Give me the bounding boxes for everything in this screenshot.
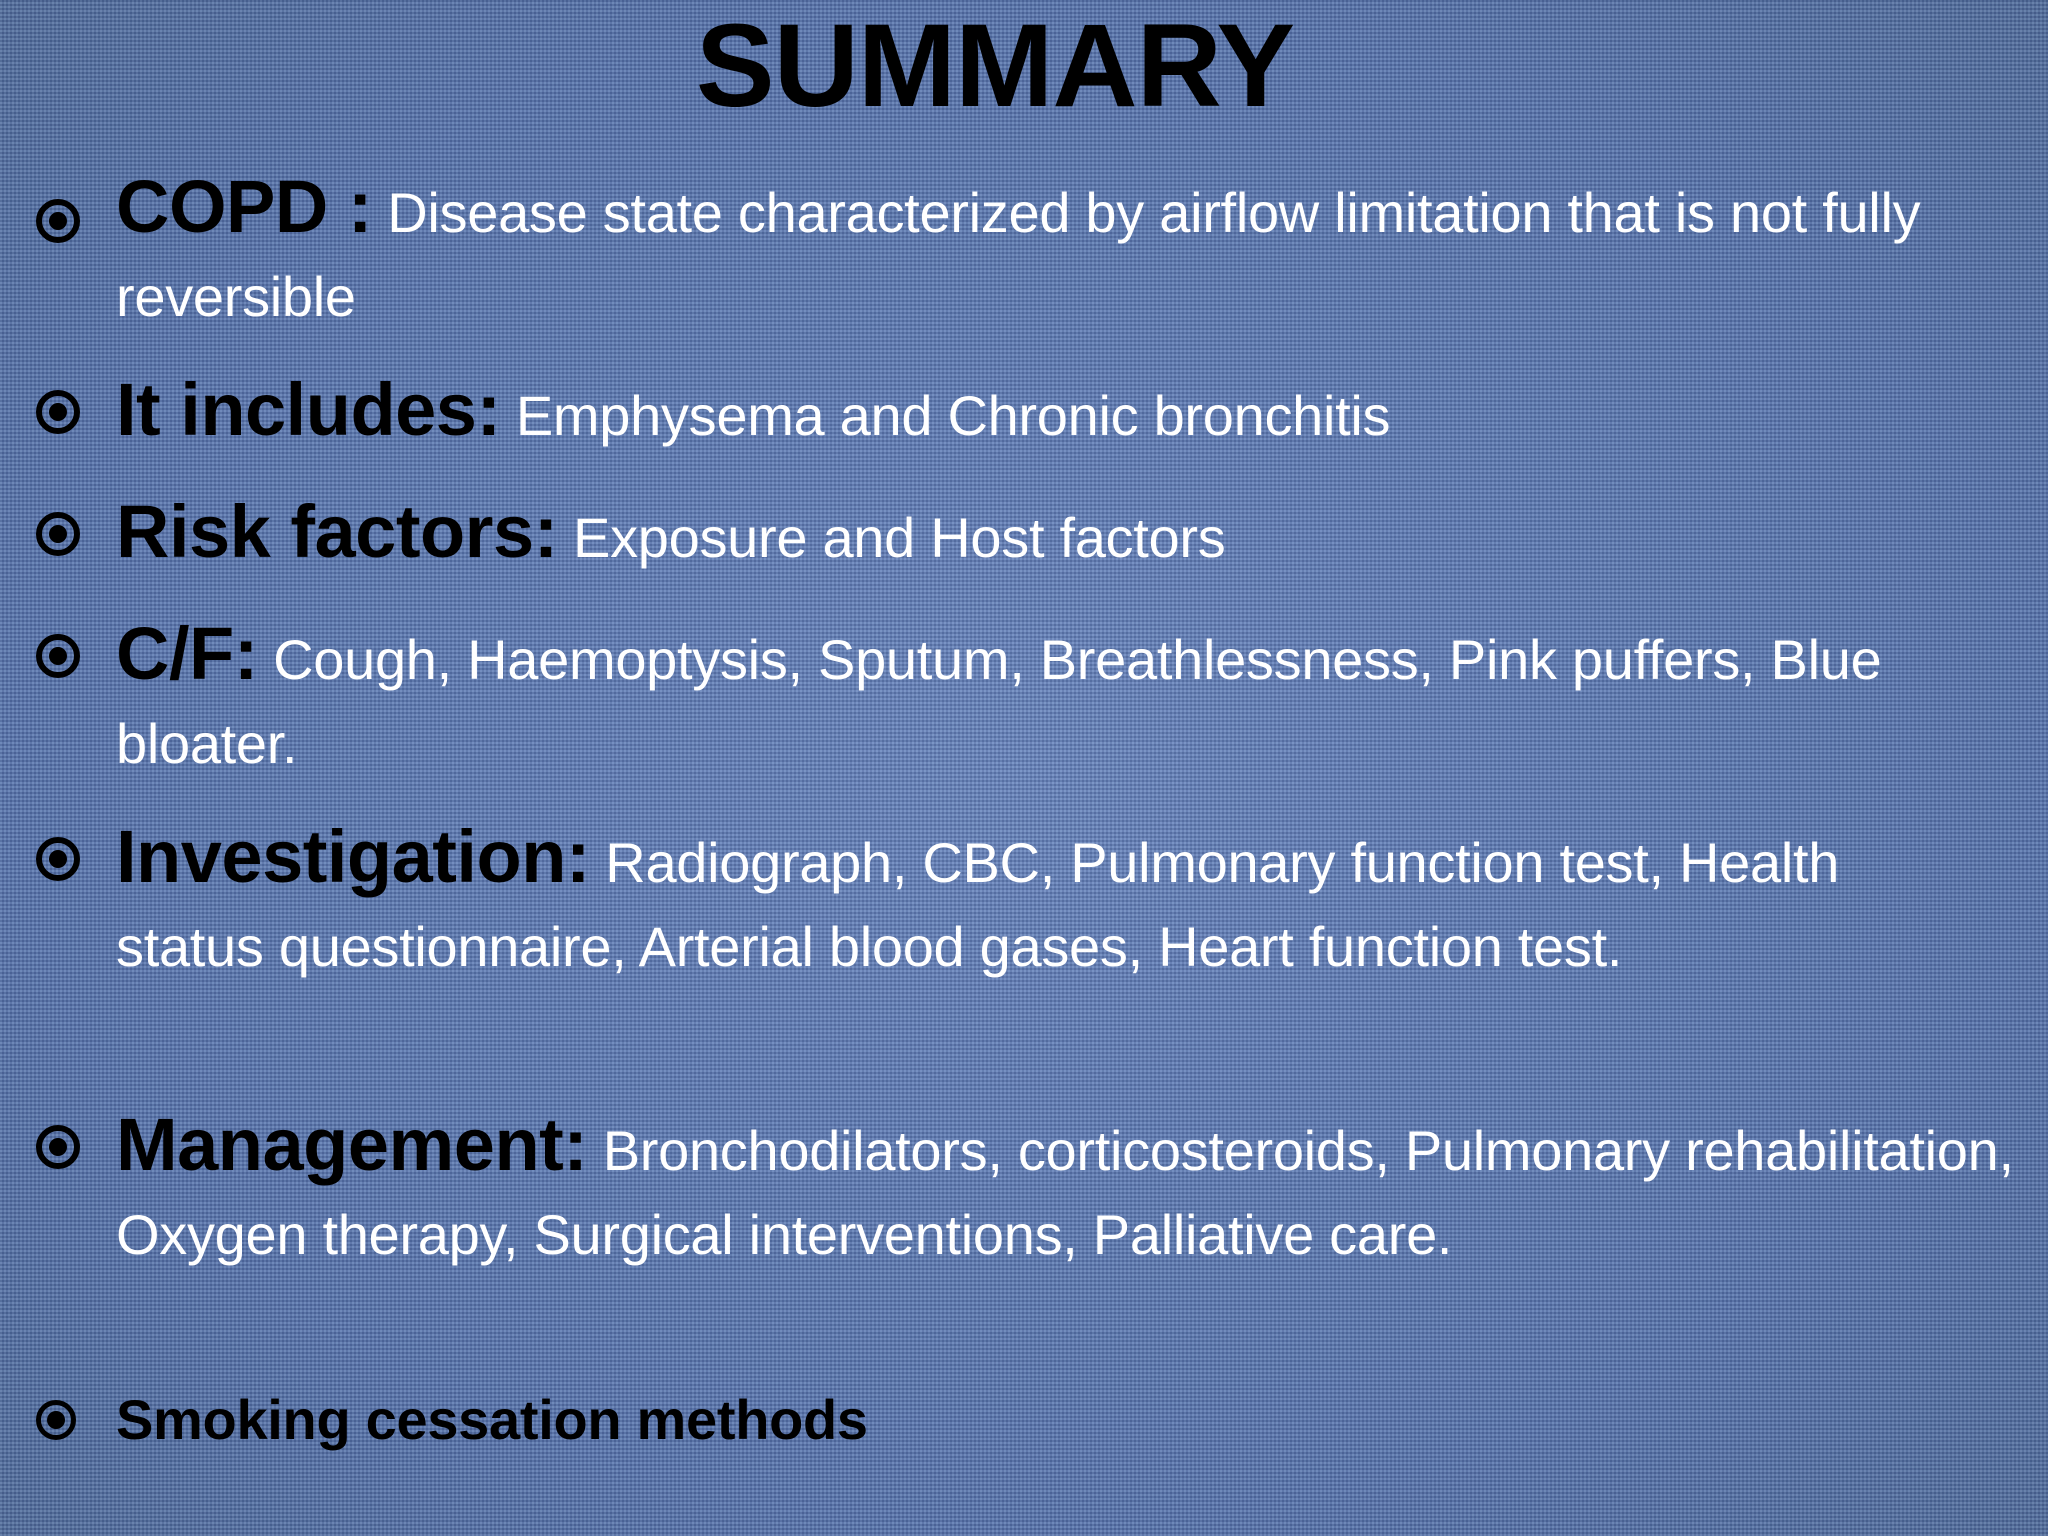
bullet-text bbox=[116, 815, 1996, 989]
circled-dot-bullet-icon bbox=[36, 199, 80, 243]
circled-dot-bullet-icon bbox=[36, 512, 80, 556]
bullet-term: Risk factors: bbox=[116, 490, 558, 573]
bullet-description: Radiograph, CBC, Pulmonary function test, Health status questionnaire, Arterial blood gases, Heart function test. bbox=[116, 831, 1840, 978]
bullet-description: Bronchodilators, corticosteroids, Pulmonary rehabilitation, Oxygen therapy, Surgical interventions, Palliative care. bbox=[116, 1119, 2014, 1266]
circled-dot-bullet-icon bbox=[36, 390, 80, 434]
bullet-description: Disease state characterized by airflow limitation that is not fully reversible bbox=[116, 181, 1921, 328]
circled-dot-bullet-icon bbox=[36, 837, 80, 881]
bullet-text bbox=[116, 490, 2026, 580]
bullet-description: Exposure and Host factors bbox=[557, 506, 1226, 569]
bullet-text bbox=[116, 368, 2026, 458]
slide-title: SUMMARY bbox=[695, 0, 1295, 132]
bullet-term: Smoking cessation methods bbox=[116, 1388, 868, 1451]
bullet-term: Management: bbox=[116, 1103, 588, 1186]
circled-dot-bullet-icon bbox=[36, 1125, 80, 1169]
bullet-term: C/F: bbox=[116, 612, 258, 695]
bullet-text bbox=[116, 612, 1976, 786]
bullet-term: It includes: bbox=[116, 368, 501, 451]
circled-dot-bullet-icon bbox=[36, 1400, 76, 1440]
bullet-description: Emphysema and Chronic bronchitis bbox=[500, 384, 1391, 447]
circled-dot-bullet-icon bbox=[36, 634, 80, 678]
bullet-term: COPD : bbox=[116, 165, 372, 248]
bullet-text bbox=[116, 1378, 2026, 1462]
bullet-text bbox=[116, 165, 2026, 339]
bullet-text bbox=[116, 1103, 2026, 1277]
bullet-description: Cough, Haemoptysis, Sputum, Breathlessness, Pink puffers, Blue bloater. bbox=[116, 628, 1882, 775]
bullet-term: Investigation: bbox=[116, 815, 591, 898]
